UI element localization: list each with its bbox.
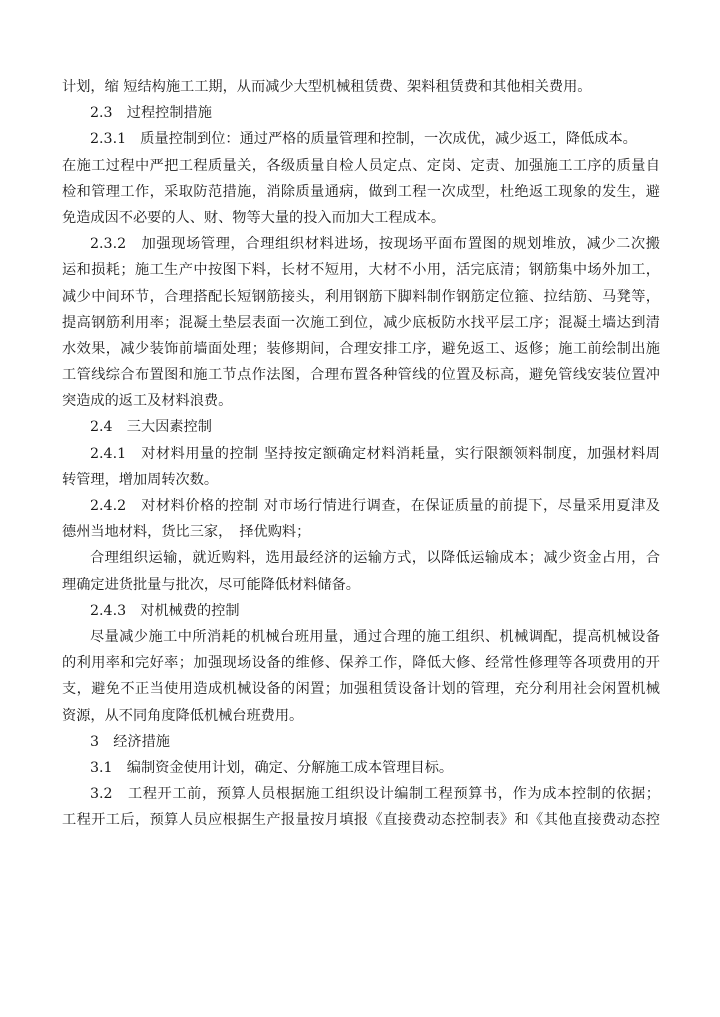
- text-line: 支，避免不正当使用造成机械设备的闲置；加强租赁设备计划的管理，充分利用社会闲置机械: [62, 681, 660, 698]
- text-line: 2.4.2 对材料价格的控制 对市场行情进行调查，在保证质量的前提下，尽量采用夏津及: [90, 498, 660, 514]
- text-line: 转管理，增加周转次数。: [62, 471, 219, 488]
- text-line: 检和管理工作，采取防范措施，消除质量通病，做到工程一次成型，杜绝返工现象的发生，避: [62, 183, 660, 200]
- text-line: 提高钢筋利用率；混凝土垫层表面一次施工到位，减少底板防水找平层工序；混凝土墙达到清: [62, 314, 660, 331]
- text-line: 理确定进货批量与批次，尽可能降低材料储备。: [62, 576, 360, 593]
- text-line: 免造成因不必要的人、财、物等大量的投入而加大工程成本。: [62, 209, 446, 226]
- document-page: [62, 74, 660, 833]
- text-line: 合理组织运输，就近购料，选用最经济的运输方式，以降低运输成本；减少资金占用，合: [90, 550, 660, 567]
- text-line: 计划，缩 短结构施工工期，从而减少大型机械租赁费、架料租赁费和其他相关费用。: [62, 79, 592, 95]
- text-line: 突造成的返工及材料浪费。: [62, 393, 233, 410]
- text-line: 的利用率和完好率；加强现场设备的维修、保养工作，降低大修、经常性修理等各项费用的开: [62, 655, 660, 672]
- text-line: 3.2 工程开工前，预算人员根据施工组织设计编制工程预算书，作为成本控制的依据；: [90, 786, 660, 803]
- text-line: 资源，从不同角度降低机械台班费用。: [62, 707, 304, 724]
- text-line: 工管线综合布置图和施工节点作法图，合理布置各种管线的位置及标高，避免管线安装位置冲: [62, 367, 660, 384]
- text-line: 2.4.3 对机械费的控制: [90, 602, 240, 619]
- text-line: 3.1 编制资金使用计划，确定、分解施工成本管理目标。: [90, 759, 454, 776]
- text-line: 减少中间环节，合理搭配长短钢筋接头，利用钢筋下脚料制作钢筋定位箍、拉结筋、马凳等，: [62, 288, 660, 305]
- text-line: 2.4.1 对材料用量的控制 坚持按定额确定材料消耗量，实行限额领料制度，加强材料周: [90, 445, 660, 462]
- text-line: 水效果，减少装饰前墙面处理；装修期间，合理安排工序，避免返工、返修；施工前绘制出施: [62, 340, 660, 357]
- text-line: 在施工过程中严把工程质量关，各级质量自检人员定点、定岗、定责、加强施工工序的质量自: [62, 157, 660, 174]
- text-line: 运和损耗；施工生产中按图下料，长材不短用，大材不小用，活完底清；钢筋集中场外加工，: [62, 262, 660, 279]
- text-line: 工程开工后，预算人员应根据生产报量按月填报《直接费动态控制表》和《其他直接费动态控: [62, 812, 660, 829]
- text-line: 2.3.1 质量控制到位：通过严格的质量管理和控制，一次成优，减少返工，降低成本。: [90, 131, 637, 148]
- text-line: 2.3.2 加强现场管理，合理组织材料进场，按现场平面布置图的规划堆放，减少二次搬: [90, 236, 660, 253]
- text-line: 3 经济措施: [90, 733, 170, 750]
- text-line: 德州当地材料，货比三家， 择优购料；: [62, 524, 311, 541]
- text-line: 尽量减少施工中所消耗的机械台班用量，通过合理的施工组织、机械调配，提高机械设备: [90, 628, 660, 645]
- text-line: 2.4 三大因素控制: [90, 419, 212, 436]
- text-line: 2.3 过程控制措施: [90, 105, 212, 122]
